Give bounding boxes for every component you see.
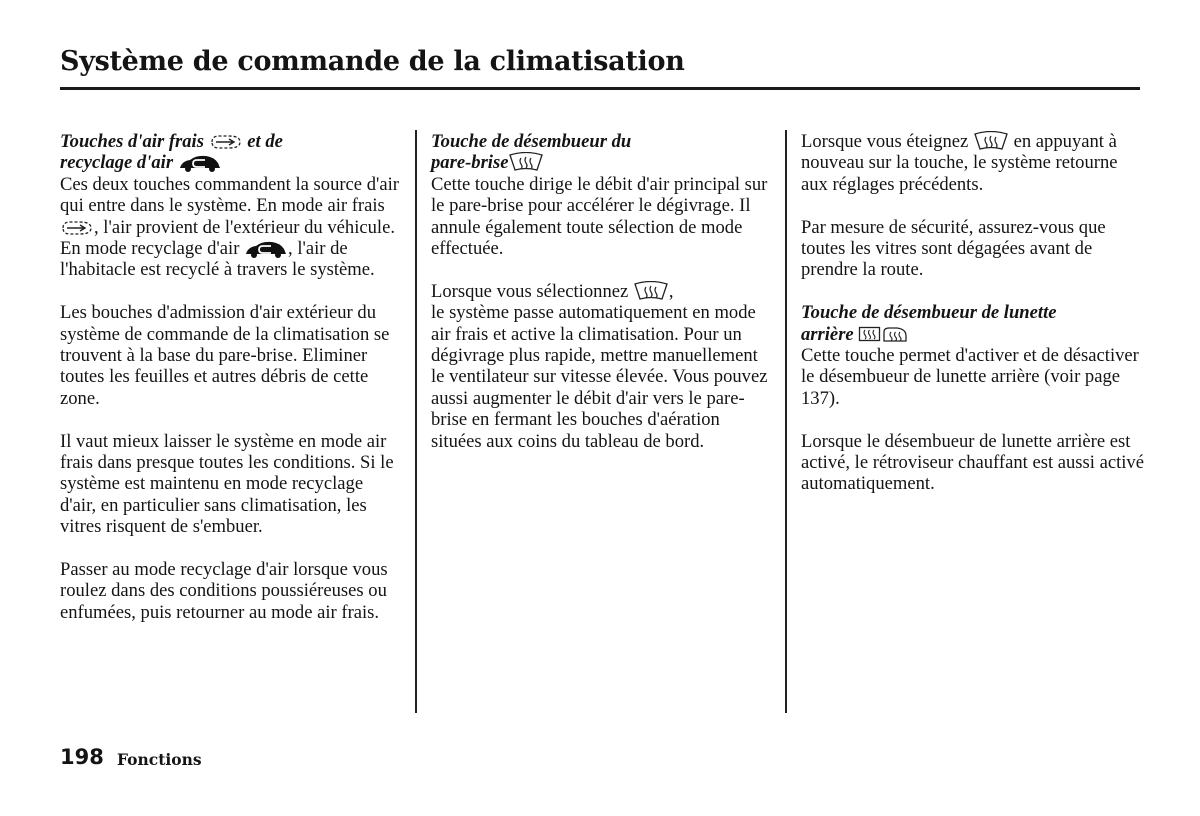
- paragraph: Les bouches d'admission d'air extérieur du système de commande de la climatisation se trouvent à la base du pare-brise. Eliminer toutes les feuilles et autres débris de cette zone.: [60, 302, 390, 409]
- fresh-air-icon: [209, 133, 243, 151]
- windshield-defrost-icon: [973, 131, 1009, 151]
- paragraph: Lorsque vous éteignez en appuyant à nouveau sur la touche, le système retourne aux réglages précédents.: [801, 131, 1118, 195]
- paragraph: Il vaut mieux laisser le système en mode air frais dans presque toutes les conditions. Si le système est maintenu en mode recyclage d'air, en particulier sans climatisation, les vitres risquent de s'embuer.: [60, 430, 394, 538]
- paragraph: Lorsque vous sélectionnez , le système passe automatiquement en mode air frais et active la climatisation. Pour un dégivrage plus rapide, mettre manuellement le ventilateur sur vitesse élevée. Vous pouvez aussi augmenter le débit d'air vers le pare-brise en fermant les bouches d'aération situées aux coins du tableau de bord.: [431, 280, 768, 452]
- recirculation-icon: [178, 154, 222, 172]
- subheading-air-buttons: Touches d'air frais et de recyclage d'air: [60, 131, 283, 174]
- mirror-heater-icon: [882, 326, 908, 344]
- column-divider: [415, 130, 417, 713]
- paragraph: Cette touche permet d'activer et de désactiver le désembueur de lunette arrière (voir page 137).: [801, 345, 1139, 409]
- paragraph: Passer au mode recyclage d'air lorsque vous roulez dans des conditions poussiéreuses ou enfumées, puis retourner au mode air frais.: [60, 559, 388, 623]
- subheading-windshield-defrost: Touche de désembueur du pare-brise: [431, 131, 632, 174]
- column-3: [801, 131, 1146, 516]
- column-divider: [785, 130, 787, 713]
- rear-defrost-icon: [858, 326, 882, 344]
- column-2: [431, 131, 773, 473]
- subheading-rear-defrost: Touche de désembueur de lunette arrière: [801, 302, 1057, 345]
- title-divider: [60, 87, 1140, 90]
- recirculation-icon: [244, 240, 288, 258]
- column-1: [60, 131, 400, 645]
- windshield-defrost-icon: [633, 281, 669, 301]
- paragraph: Cette touche dirige le débit d'air principal sur le pare-brise pour accélérer le dégivrage. Il annule également toute sélection de mode effectuée.: [431, 173, 768, 260]
- windshield-defrost-icon: [508, 152, 544, 172]
- section-name: Fonctions: [117, 750, 202, 769]
- paragraph: Ces deux touches commandent la source d'air qui entre dans le système. En mode air frais , l'air provient de l'extérieur du véhicule. En mode recyclage d'air , l'air de l'habitacle est recyclé à travers le système.: [60, 173, 399, 281]
- page-number: 198: [60, 745, 104, 769]
- fresh-air-icon: [60, 219, 94, 237]
- page-title: Système de commande de la climatisation: [60, 46, 685, 77]
- paragraph: Lorsque le désembueur de lunette arrière est activé, le rétroviseur chauffant est aussi activé automatiquement.: [801, 430, 1144, 495]
- paragraph: Par mesure de sécurité, assurez-vous que toutes les vitres sont dégagées avant de prendre la route.: [801, 216, 1106, 281]
